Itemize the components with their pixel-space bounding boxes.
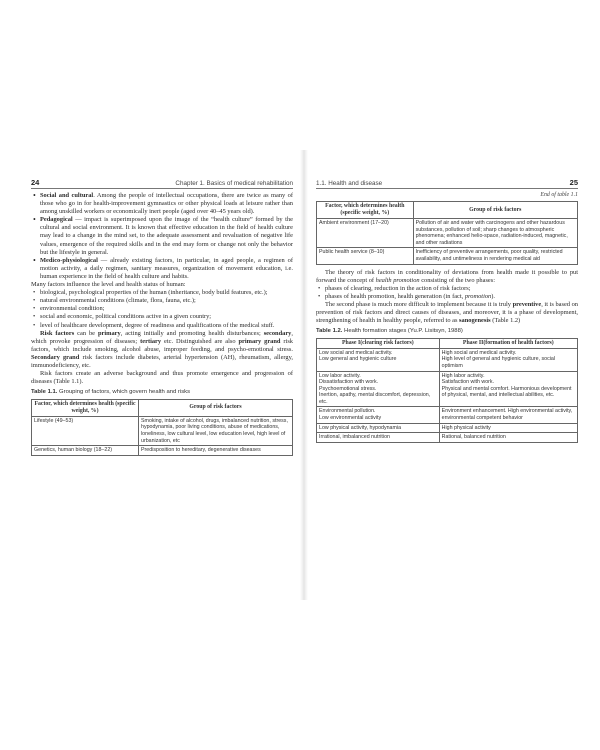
- risk-factors-paragraph: Risk factors can be primary, acting initially and promoting health disturbances; secondary, which provoke progression of diseases; tertiary etc. Distinguished are also primary grand risk factors, which include smoking, alcohol abuse, improper feeding, and psycho-emotional stress. Secondary grand risk factors include diabetes, arterial hypertension (AH), rheumatism, allergy, immunodeficiency, etc.: [31, 329, 294, 369]
- table-1-1: [31, 399, 293, 456]
- table-row: [317, 423, 578, 433]
- risk-background-paragraph: Risk factors create an adverse background and thus promote emergence and progression of diseases (Table 1.1).: [31, 370, 293, 386]
- table-row: [317, 248, 578, 264]
- list-item: • Pedagogical — impact is superimposed upon the image of the “health culture” formed by the cultural and social environment. It is known that effective education in the field of health culture may lead to a change in the mind set, to the adequate assessment and revaluation of negative life values, emergence of the required skills and in the end may form or change not only the behavior but the lifestyle in general.: [33, 215, 293, 256]
- factor-bullet-list: [31, 192, 293, 281]
- table-cell: Public health service (8–10): [317, 248, 414, 264]
- table-row: [317, 371, 578, 407]
- table-column-header: Phase I(clearing risk factors): [317, 338, 440, 348]
- table-row: [317, 433, 578, 443]
- list-item: • Social and cultural. Among the people of intellectual occupations, there are twice as many of those who go in for health-improvement gymnastics or other physical loads at leisure rather than among unskilled workers or economically inert people (aged over 40–45 years old).: [33, 191, 293, 216]
- table-cell: Predisposition to hereditary, degenerative diseases: [139, 446, 293, 456]
- levels-intro: Many factors influence the level and health status of human:: [31, 281, 186, 289]
- table-header-row: [32, 399, 293, 416]
- second-phase-paragraph: The second phase is much more difficult to implement because it is truly preventive, it is based on prevention of risk factors and direct causes of diseases, and moreover, it is a phase of development, strengthening of health in healthy people, referred to as sanogenesis (Table 1.2): [316, 300, 578, 325]
- table-row: [317, 348, 578, 371]
- table-cell: Inefficiency of preventive arrangements, poor quality, restricted availability, and untimeliness in rendering medical aid: [413, 248, 577, 264]
- table-cell: Rational, balanced nutrition: [439, 433, 577, 443]
- left-page-number: 24: [31, 178, 40, 187]
- table-cell: Pollution of air and water with carcinogens and other hazardous substances, pollution of soil; sharp changes to atmospheric phenomena; enhanced helio-space, radiation-induced, magnetic, and other radiations: [413, 219, 577, 248]
- left-page-header: [31, 178, 293, 189]
- table-cell: High labor activity. Satisfaction with work. Physical and mental comfort. Harmonious development of physical, mental, and intellectual abilities, etc.: [439, 371, 577, 407]
- table-column-header: Group of risk factors: [413, 202, 577, 219]
- table-cell: Genetics, human biology (18–22): [32, 446, 139, 456]
- left-running-head: Chapter 1. Basics of medical rehabilitation: [175, 180, 293, 187]
- table-1-2: [316, 338, 578, 443]
- right-running-head: 1.1. Health and disease: [316, 180, 383, 187]
- list-item: • natural environmental conditions (climate, flora, fauna, etc.);: [33, 297, 196, 305]
- table-1-1-caption: Table 1.1. Grouping of factors, which govern health and risks: [31, 389, 191, 396]
- table-column-header: Phase II(formation of health factors): [439, 338, 577, 348]
- table-cell: Low social and medical activity. Low general and hygienic culture: [317, 348, 440, 371]
- table-cell: High physical activity: [439, 423, 577, 433]
- table-header-row: [317, 338, 578, 348]
- right-page-header: [316, 178, 578, 189]
- list-item: • level of healthcare development, degree of readiness and qualifications of the medical stuff.: [33, 321, 275, 329]
- table-row: [32, 416, 293, 445]
- table-cell: Ambient environment (17–20): [317, 219, 414, 248]
- table-cell: Environmental pollution. Low environmental activity: [317, 407, 440, 423]
- table-cell: High social and medical activity. High level of general and hygienic culture, social optimism: [439, 348, 577, 371]
- table-1-2-caption: Table 1.2. Health formation stages (Yu.P. Lisitsyn, 1988): [316, 328, 463, 335]
- list-item: • Medico-physiological — already existing factors, in particular, in aged people, a regimen of motion activity, a daily regimen, sanitary measures, organization of movement education, i.e. human experience in the field of health culture and habits.: [33, 255, 293, 280]
- theory-paragraph: The theory of risk factors in conditionality of deviations from health made it possible to put forward the concept of health promotion consisting of the two phases:: [316, 268, 578, 284]
- book-gutter: [300, 150, 308, 600]
- table-cell: Lifestyle (49–53): [32, 416, 139, 445]
- list-item: • social and economic, political conditions active in a given country;: [33, 313, 212, 321]
- table-continuation-label: End of table 1.1: [540, 192, 578, 198]
- list-item: • phases of clearing, reduction in the action of risk factors;: [318, 284, 471, 292]
- list-item: • phases of health promotion, health generation (in fact, promotion).: [318, 292, 495, 300]
- right-page: [316, 178, 578, 576]
- table-row: [317, 219, 578, 248]
- table-column-header: Factor, which determines health (specific weight, %): [317, 202, 414, 219]
- table-cell: Environment enhancement. High environmental activity, environmental competent behavior: [439, 407, 577, 423]
- right-page-number: 25: [569, 178, 578, 187]
- table-cell: Low labor activity. Dissatisfaction with work. Psychoemotional stress. Inertion, apathy, mental discomfort, depression, etc.: [317, 371, 440, 407]
- table-column-header: Group of risk factors: [139, 399, 293, 416]
- table-header-row: [317, 202, 578, 219]
- table-1-1-continued: [316, 201, 578, 265]
- table-cell: Irrational, imbalanced nutrition: [317, 433, 440, 443]
- phases-list: [316, 285, 578, 301]
- table-cell: Low physical activity, hypodynamia: [317, 423, 440, 433]
- table-cell: Smoking, intake of alcohol, drugs, imbalanced nutrition, stress, hypodynamia, poor living conditions, abuse of medications, loneliness, low cultural level, low education level, high level of urbanization, etc: [139, 416, 293, 445]
- table-row: [32, 446, 293, 456]
- levels-list: [31, 289, 293, 329]
- table-row: [317, 407, 578, 423]
- list-item: • environmental condition;: [33, 305, 105, 313]
- left-page: [31, 178, 293, 576]
- list-item: • biological, psychological properties of the human (inheritance, body build features, etc.);: [33, 289, 268, 297]
- table-column-header: Factor, which determines health (specific weight, %): [32, 399, 139, 416]
